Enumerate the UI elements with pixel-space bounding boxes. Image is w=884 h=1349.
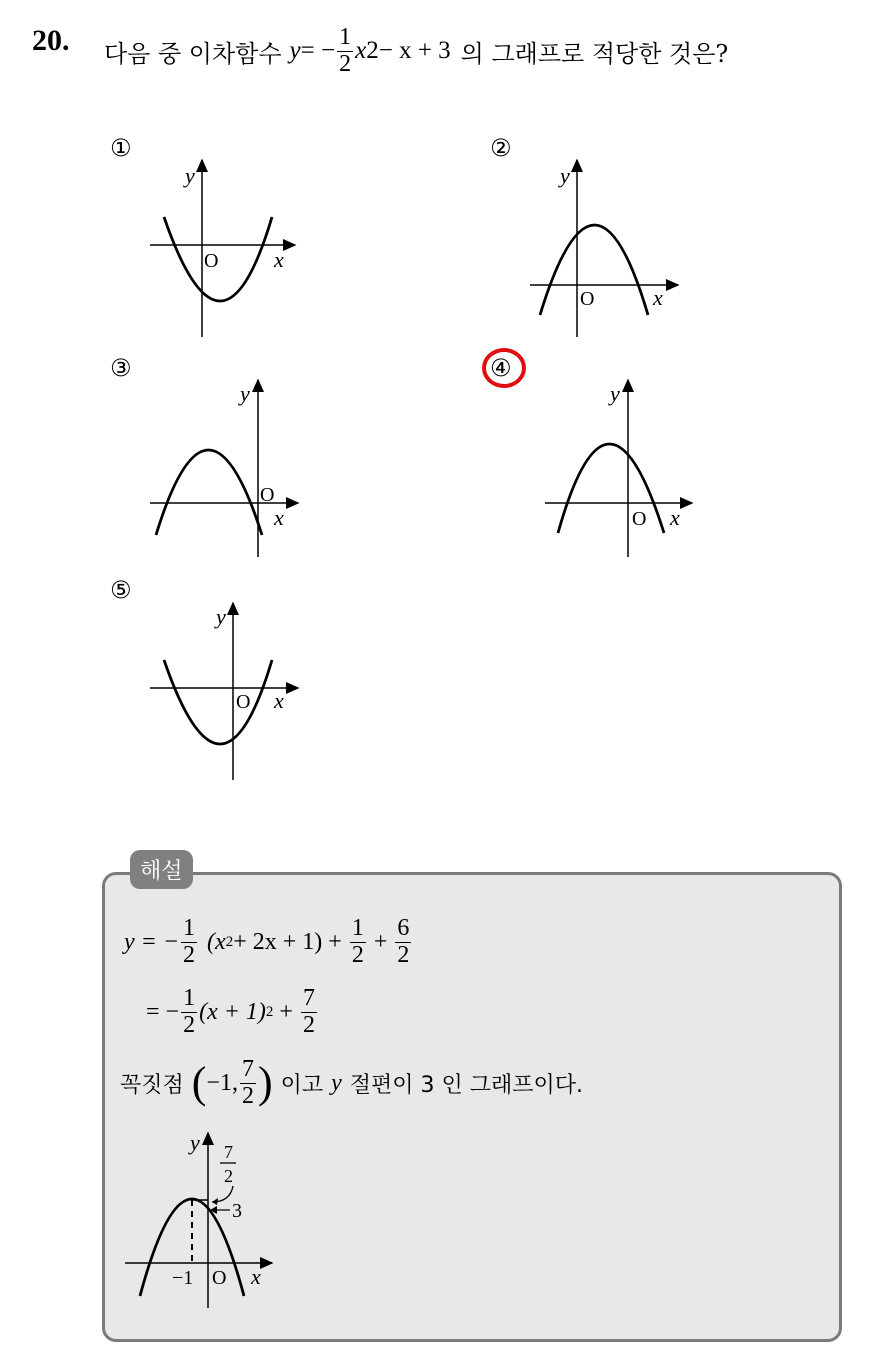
parabola-curve bbox=[558, 444, 664, 533]
line2-lhs: = − bbox=[146, 998, 180, 1025]
frac-num: 1 bbox=[351, 915, 364, 942]
choice-3-graph[interactable] bbox=[140, 375, 310, 565]
origin-label: O bbox=[212, 1267, 227, 1289]
y-axis-label: y bbox=[190, 1130, 200, 1155]
prompt-after: 의 그래프로 적당한 것은? bbox=[460, 39, 729, 68]
frac-den: 2 bbox=[397, 941, 410, 968]
line3-coord: −1, bbox=[206, 1069, 238, 1096]
eq-y: y bbox=[289, 37, 301, 64]
x-axis-label: x bbox=[274, 505, 284, 530]
line3-frac bbox=[240, 1057, 256, 1108]
x-mark-label: −1 bbox=[172, 1267, 194, 1289]
vertex-pointer-head bbox=[212, 1198, 218, 1205]
eq-fraction bbox=[337, 25, 353, 76]
line2-frac-2 bbox=[301, 986, 317, 1037]
x-axis-label: x bbox=[274, 688, 284, 713]
line1-plus1: + bbox=[322, 928, 348, 955]
line1-paren: (x bbox=[207, 928, 226, 955]
line3-rparen: ) bbox=[257, 1058, 273, 1107]
solution-line-2 bbox=[146, 980, 319, 1044]
choice-1-graph[interactable] bbox=[140, 155, 310, 345]
frac-num: 7 bbox=[302, 985, 315, 1012]
line1-exp: 2 bbox=[225, 933, 234, 950]
question-prompt bbox=[104, 16, 728, 86]
eq-equals: = − bbox=[300, 37, 336, 64]
prompt-before: 다음 중 이차함수 bbox=[104, 39, 282, 68]
line3-word2: 이고 bbox=[280, 1072, 324, 1098]
choice-4-graph[interactable] bbox=[540, 375, 710, 565]
eq-frac-num: 1 bbox=[339, 24, 352, 51]
line1-lhs: y = − bbox=[124, 928, 180, 955]
parabola-curve bbox=[156, 450, 262, 535]
origin-label: O bbox=[260, 484, 275, 506]
frac-num: 7 bbox=[241, 1056, 254, 1083]
frac-den: 2 bbox=[351, 941, 364, 968]
line1-frac-3 bbox=[395, 916, 411, 967]
choice-1-label[interactable]: ① bbox=[110, 134, 132, 162]
eq-exp: 2 bbox=[366, 37, 379, 64]
line3-yvar: y bbox=[331, 1069, 342, 1096]
choice-2-label[interactable]: ② bbox=[490, 134, 512, 162]
line2-frac-1 bbox=[181, 986, 197, 1037]
choice-4-label[interactable]: ④ bbox=[490, 354, 512, 382]
choice-2-graph[interactable] bbox=[520, 155, 690, 345]
x-axis-label: x bbox=[251, 1264, 261, 1289]
x-axis-label: x bbox=[274, 247, 284, 272]
vertex-frac-den: 2 bbox=[224, 1166, 233, 1186]
y-axis-label: y bbox=[240, 381, 250, 406]
line1-paren-rest: + 2x + 1) bbox=[233, 928, 323, 955]
eq-frac-den: 2 bbox=[339, 50, 352, 77]
solution-graph bbox=[120, 1128, 290, 1313]
line3-lparen: ( bbox=[191, 1058, 207, 1107]
origin-label: O bbox=[632, 508, 647, 530]
line3-word3: 절편이 3 인 그래프이다. bbox=[349, 1072, 584, 1098]
vertex-frac-num: 7 bbox=[224, 1142, 233, 1162]
x-axis-label: x bbox=[653, 285, 663, 310]
frac-den: 2 bbox=[241, 1082, 254, 1109]
frac-den: 2 bbox=[302, 1011, 315, 1038]
choice-5-graph[interactable] bbox=[140, 598, 310, 788]
solution-line-3 bbox=[120, 1050, 583, 1116]
frac-den: 2 bbox=[183, 1011, 196, 1038]
solution-tag: 해설 bbox=[130, 850, 193, 889]
vertex-pointer bbox=[212, 1186, 233, 1202]
question-number: 20. bbox=[32, 24, 70, 57]
line2-plus: + bbox=[273, 998, 299, 1025]
solution-line-1 bbox=[124, 910, 413, 974]
choice-3-label[interactable]: ③ bbox=[110, 354, 132, 382]
intercept-label: 3 bbox=[232, 1200, 242, 1222]
line2-exp: 2 bbox=[265, 1003, 274, 1020]
frac-num: 6 bbox=[397, 915, 410, 942]
origin-label: O bbox=[580, 288, 595, 310]
line1-plus2: + bbox=[367, 928, 394, 955]
line2-mid: (x + 1) bbox=[199, 998, 266, 1025]
x-axis-label: x bbox=[670, 505, 680, 530]
y-axis-label: y bbox=[216, 604, 226, 629]
choice-5-label[interactable]: ⑤ bbox=[110, 576, 132, 604]
parabola-curve bbox=[164, 660, 272, 744]
y-axis-label: y bbox=[185, 163, 195, 188]
line1-frac-1 bbox=[181, 916, 197, 967]
y-axis-label: y bbox=[610, 381, 620, 406]
origin-label: O bbox=[236, 691, 251, 713]
origin-label: O bbox=[204, 250, 219, 272]
frac-num: 1 bbox=[183, 985, 196, 1012]
eq-x: x bbox=[355, 37, 367, 64]
line3-word1: 꼭짓점 bbox=[120, 1072, 184, 1098]
frac-num: 1 bbox=[183, 915, 196, 942]
y-axis-label: y bbox=[560, 163, 570, 188]
frac-den: 2 bbox=[183, 941, 196, 968]
eq-tail: − x + 3 bbox=[378, 37, 451, 64]
line1-frac-2 bbox=[350, 916, 366, 967]
